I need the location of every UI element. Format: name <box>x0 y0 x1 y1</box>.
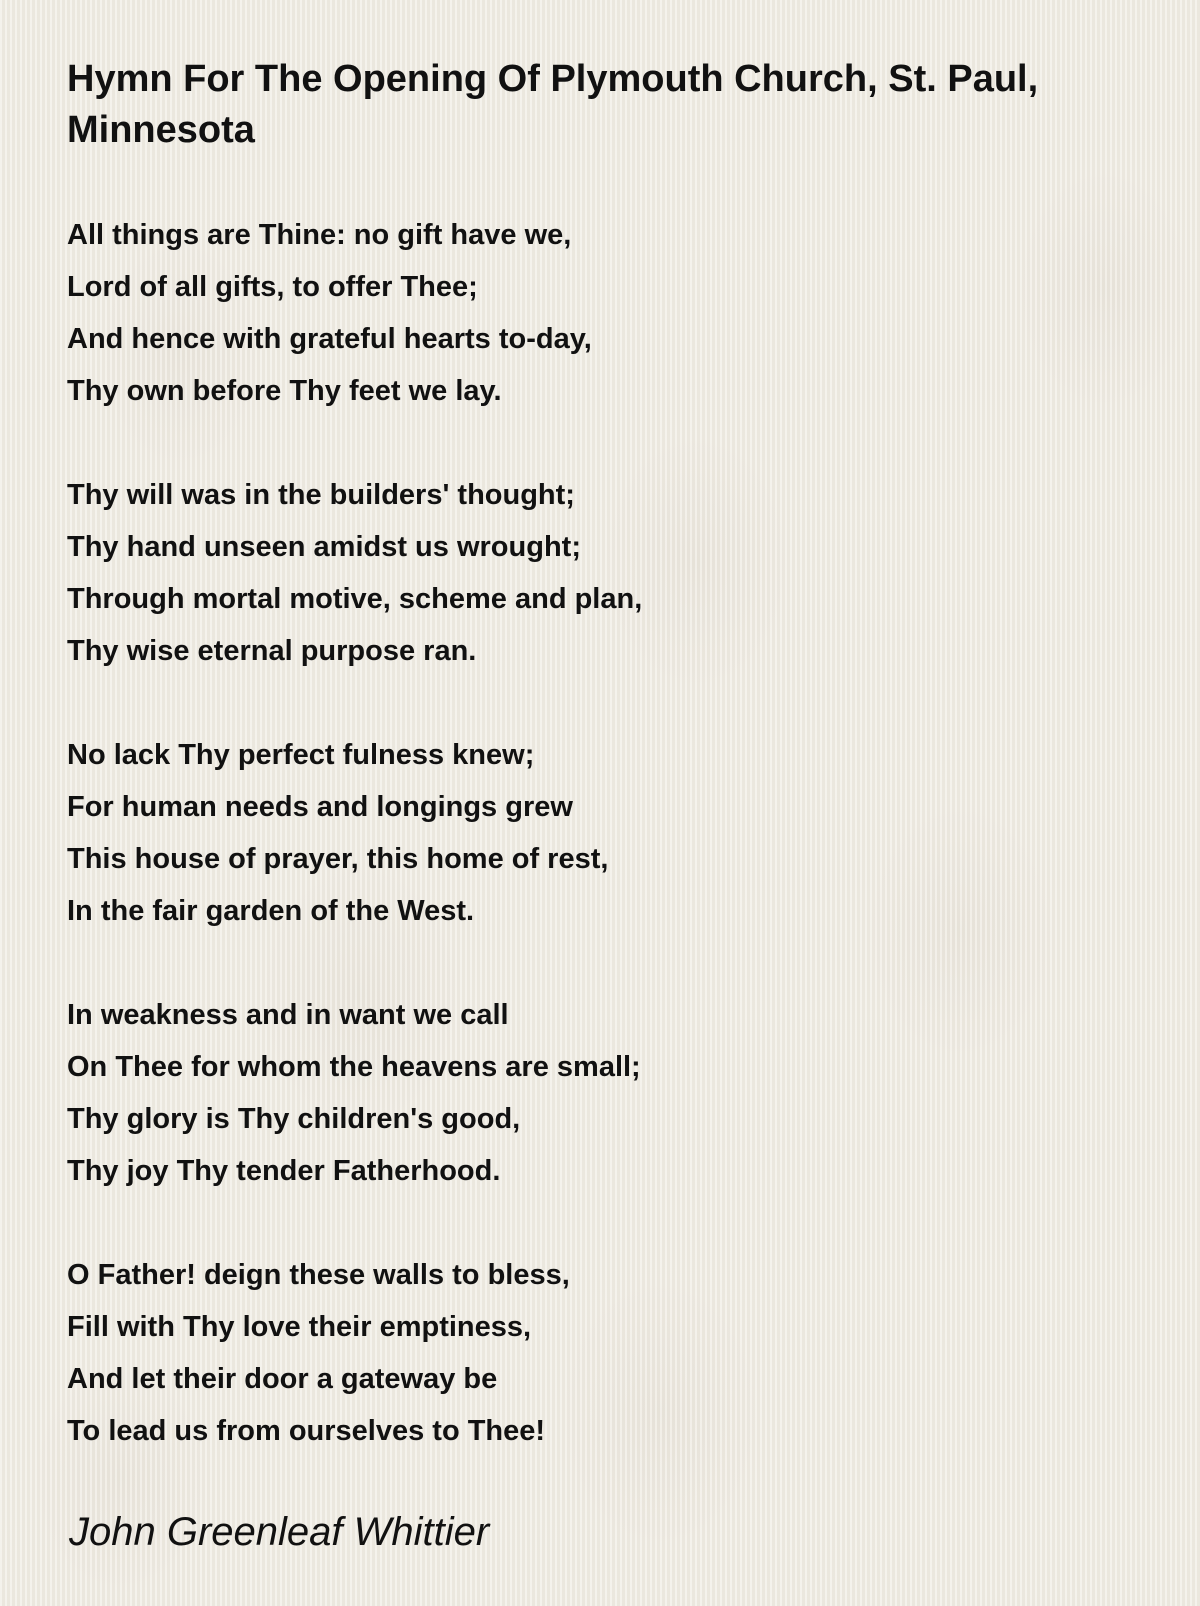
poem-line: In weakness and in want we call <box>67 999 509 1031</box>
poem-line: Thy joy Thy tender Fatherhood. <box>67 1155 501 1187</box>
stanza-4 <box>67 989 1147 1197</box>
poem-line: Thy own before Thy feet we lay. <box>67 375 502 407</box>
stanza-2 <box>67 469 1147 677</box>
poem-line: This house of prayer, this home of rest, <box>67 843 609 875</box>
poem-container <box>67 54 1147 1457</box>
stanza-3 <box>67 729 1147 937</box>
poem-line: On Thee for whom the heavens are small; <box>67 1051 641 1083</box>
poem-line: Thy wise eternal purpose ran. <box>67 635 477 667</box>
poem-line: To lead us from ourselves to Thee! <box>67 1415 546 1447</box>
poem-line: No lack Thy perfect fulness knew; <box>67 739 535 771</box>
poem-line: Through mortal motive, scheme and plan, <box>67 583 643 615</box>
poem-line: Thy will was in the builders' thought; <box>67 479 575 511</box>
stanza-1 <box>67 209 1147 417</box>
poem-line: All things are Thine: no gift have we, <box>67 219 572 251</box>
poem-title: Hymn For The Opening Of Plymouth Church, St. Paul, Minnesota <box>67 58 1039 151</box>
poem-body <box>67 209 1147 1457</box>
poem-line: And hence with grateful hearts to-day, <box>67 323 592 355</box>
poem-line: Thy glory is Thy children's good, <box>67 1103 521 1135</box>
poem-line: For human needs and longings grew <box>67 791 573 823</box>
poem-line: Fill with Thy love their emptiness, <box>67 1311 532 1343</box>
poem-line: In the fair garden of the West. <box>67 895 475 927</box>
poem-line: And let their door a gateway be <box>67 1363 498 1395</box>
poem-line: O Father! deign these walls to bless, <box>67 1259 570 1291</box>
poem-line: Lord of all gifts, to offer Thee; <box>67 271 478 303</box>
stanza-5 <box>67 1249 1147 1457</box>
poem-author: John Greenleaf Whittier <box>69 1510 490 1554</box>
poem-line: Thy hand unseen amidst us wrought; <box>67 531 581 563</box>
